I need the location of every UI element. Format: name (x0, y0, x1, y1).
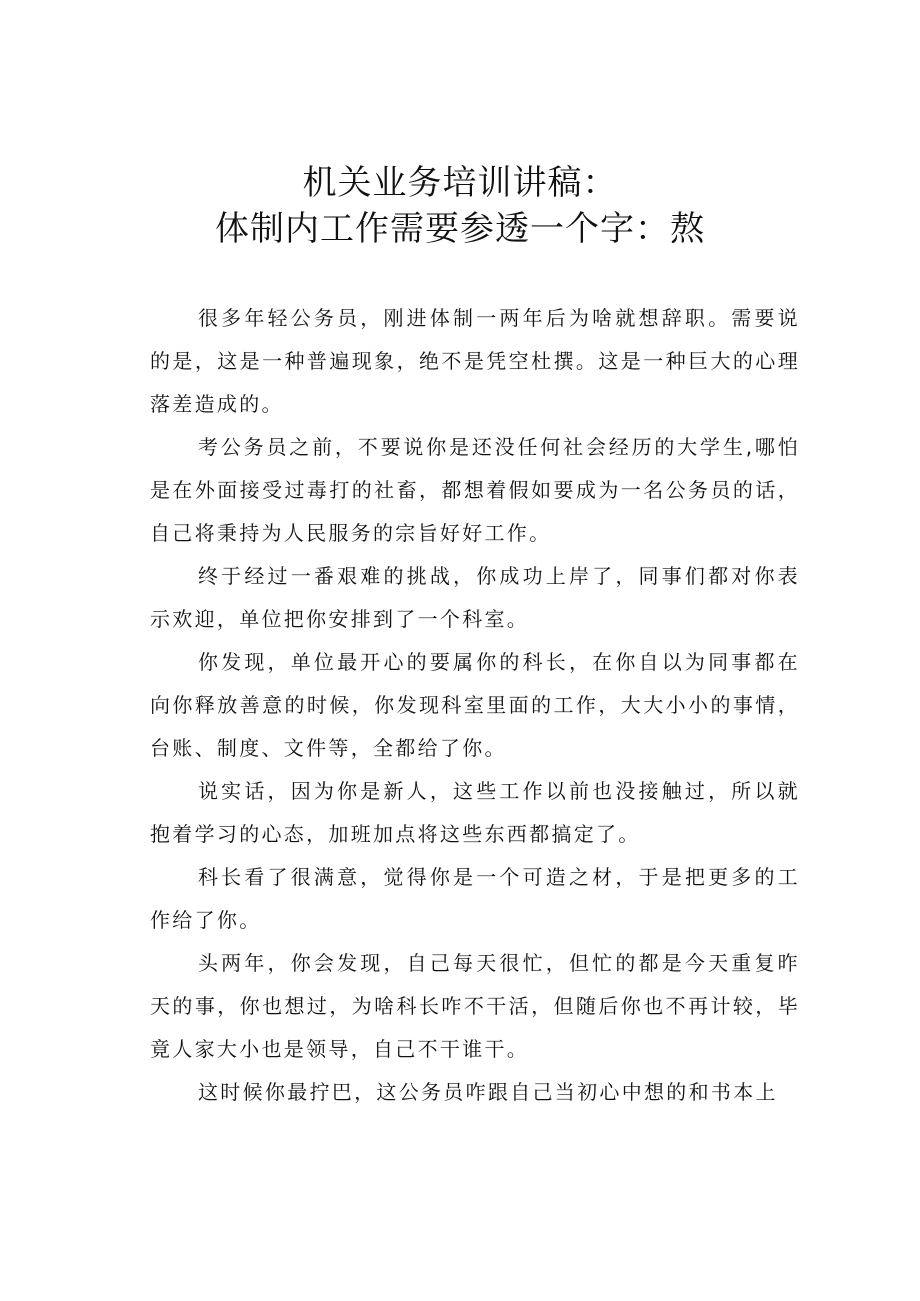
paragraph: 考公务员之前，不要说你是还没任何社会经历的大学生,哪怕是在外面接受过毒打的社畜，都想着假如要成为一名公务员的话，自己将秉持为人民服务的宗旨好好工作。 (150, 435, 800, 545)
paragraph: 头两年，你会发现，自己每天很忙，但忙的都是今天重复昨天的事，你也想过，为啥科长咋不干活，但随后你也不再计较，毕竟人家大小也是领导，自己不干谁干。 (150, 951, 800, 1061)
document-title (0, 160, 920, 252)
paragraph: 很多年轻公务员，刚进体制一两年后为啥就想辞职。需要说的是，这是一种普遍现象，绝不是凭空杜撰。这是一种巨大的心理落差造成的。 (150, 306, 800, 416)
paragraph: 说实话，因为你是新人，这些工作以前也没接触过，所以就抱着学习的心态，加班加点将这些东西都搞定了。 (150, 779, 800, 846)
title-line-1: 机关业务培训讲稿： (302, 163, 618, 203)
document-body (150, 297, 800, 1114)
paragraph: 科长看了很满意，觉得你是一个可造之材，于是把更多的工作给了你。 (150, 865, 800, 932)
paragraph: 你发现，单位最开心的要属你的科长，在你自以为同事都在向你释放善意的时候，你发现科室里面的工作，大大小小的事情，台账、制度、文件等，全都给了你。 (150, 650, 800, 760)
paragraph: 终于经过一番艰难的挑战，你成功上岸了，同事们都对你表示欢迎，单位把你安排到了一个科室。 (150, 564, 800, 631)
paragraph: 这时候你最拧巴，这公务员咋跟自己当初心中想的和书本上 (198, 1080, 778, 1104)
title-line-2: 体制内工作需要参透一个字：熬 (215, 209, 705, 249)
